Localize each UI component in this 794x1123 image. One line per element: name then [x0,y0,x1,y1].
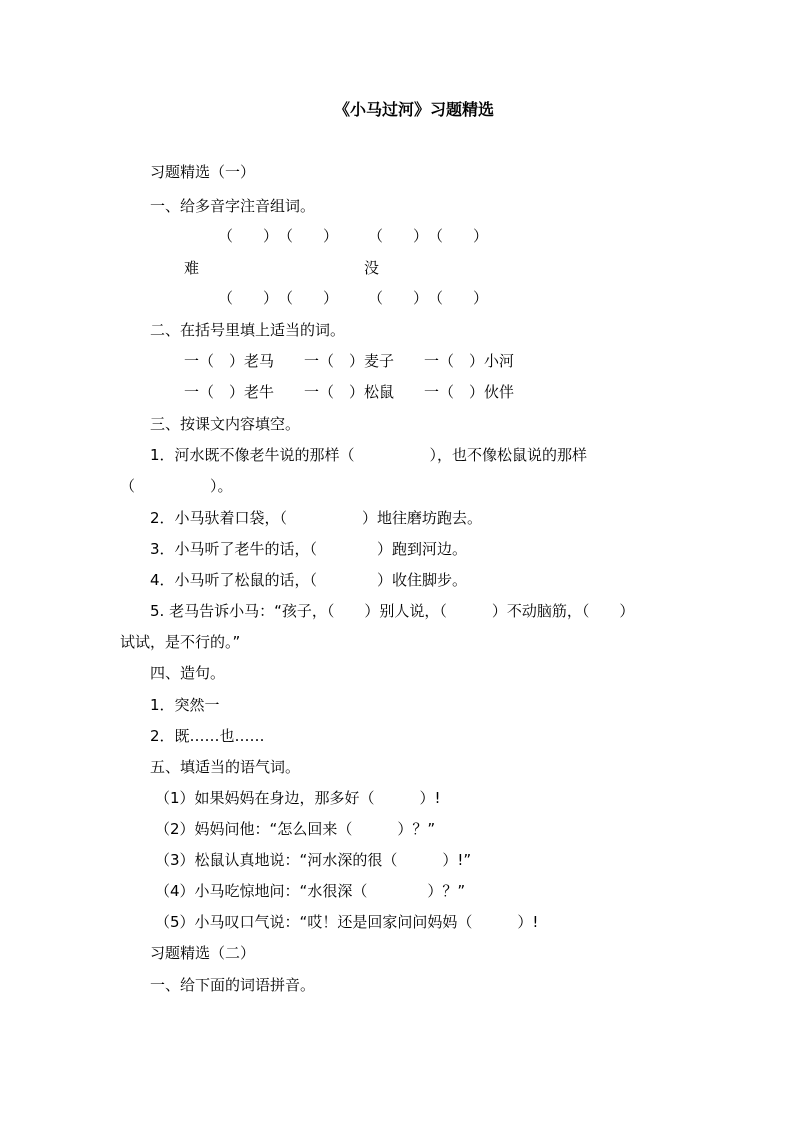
section2-heading: 习题精选（二） [150,944,256,962]
q3-item-1-line-1: 1．河水既不像老牛说的那样（ ），也不像松鼠说的那样 [150,446,588,464]
q5-item-5: （5）小马叹口气说：“哎！还是回家问问妈妈（ ）! [155,913,539,931]
q5-item-1: （1）如果妈妈在身边，那多好（ ）! [155,789,441,807]
q5-heading: 五、填适当的语气词。 [150,758,301,776]
q3-item-5-line-1: 5. 老马告诉小马：“孩子，（ ）别人说，（ ）不动脑筋，（ ） [150,602,635,620]
q3-item-2: 2．小马驮着口袋，（ ）地往磨坊跑去。 [150,509,483,527]
q2-heading: 二、在括号里填上适当的词。 [150,321,346,339]
q3-item-5-line-2: 试试，是不行的。” [120,633,241,651]
q2-row-1: 一（ ）老马 一（ ）麦子 一（ ）小河 [184,352,515,370]
q1-heading: 一、给多音字注音组词。 [150,197,316,215]
q3-heading: 三、按课文内容填空。 [150,415,301,433]
q3-item-3: 3．小马听了老牛的话，（ ）跑到河边。 [150,540,468,558]
q5-item-4: （4）小马吃惊地问：“水很深（ ）？” [155,882,466,900]
section2-q1-heading: 一、给下面的词语拼音。 [150,976,316,994]
q1-chars-row: 难 没 [184,259,380,277]
q4-heading: 四、造句。 [150,664,226,682]
page-title: 《小马过河》习题精选 [334,100,495,119]
q1-bottom-row: （ ） （ ） （ ） （ ） [218,289,489,307]
q5-item-3: （3）松鼠认真地说：“河水深的很（ ）!” [155,851,472,869]
q4-item-2: 2．既……也…… [150,727,265,745]
section1-heading: 习题精选（一） [150,163,256,181]
q1-top-row: （ ） （ ） （ ） （ ） [218,227,489,245]
q5-item-2: （2）妈妈问他：“怎么回来（ ）？” [155,820,436,838]
q3-item-1-line-2: （ ）。 [120,477,233,495]
q4-item-1: 1．突然一 [150,696,220,714]
q2-row-2: 一（ ）老牛 一（ ）松鼠 一（ ）伙伴 [184,383,515,401]
q3-item-4: 4．小马听了松鼠的话，（ ）收住脚步。 [150,571,468,589]
